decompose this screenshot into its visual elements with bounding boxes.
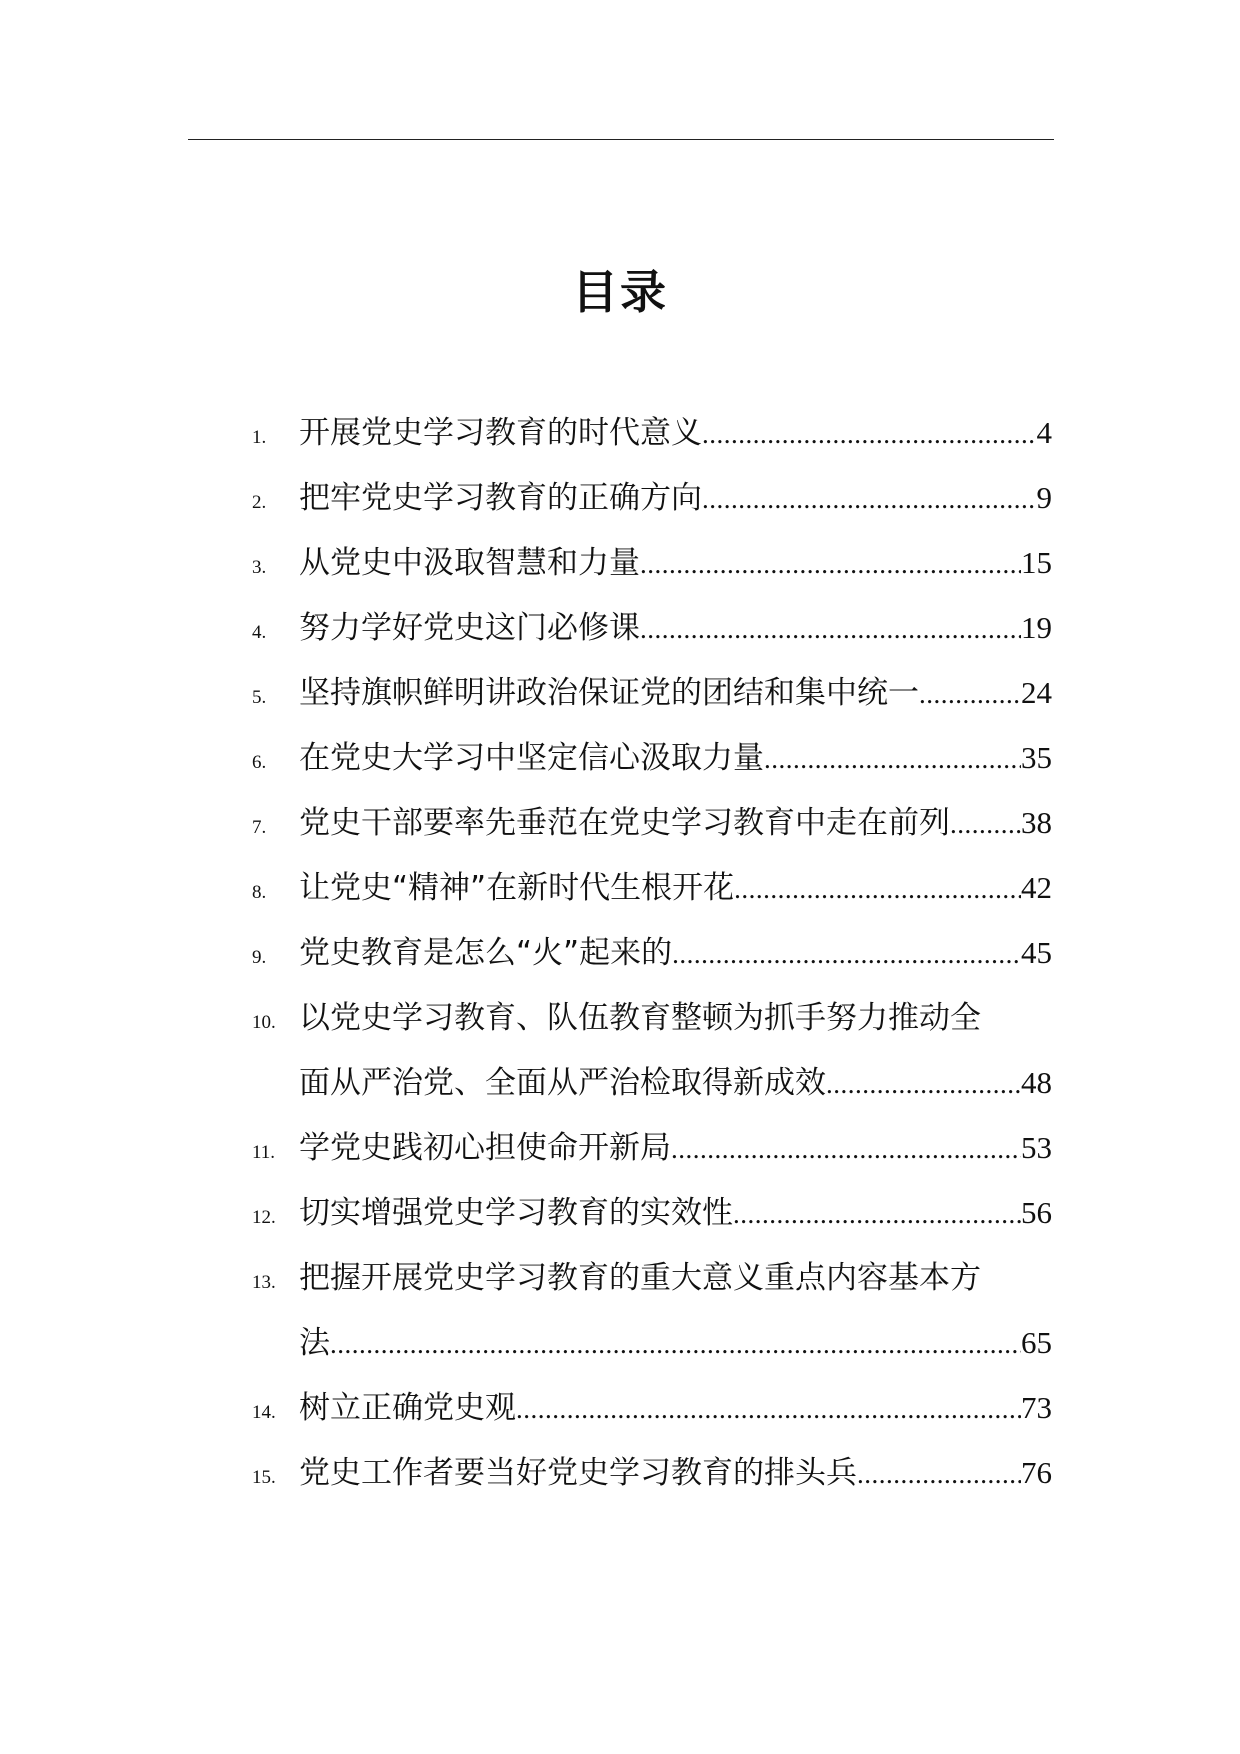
toc-leader-dots bbox=[702, 409, 1037, 459]
toc-entry-number: 13. bbox=[252, 1272, 276, 1293]
toc-entry-title: 党史工作者要当好党史学习教育的排头兵 bbox=[299, 1455, 857, 1491]
toc-entry-title: 从党史中汲取智慧和力量 bbox=[299, 545, 640, 581]
toc-entry-number: 5. bbox=[252, 687, 267, 708]
toc-entry-title: 党史干部要率先垂范在党史学习教育中走在前列 bbox=[299, 805, 950, 841]
toc-entry-title-continued: 面从严治党、全面从严治检取得新成效 bbox=[299, 1065, 826, 1101]
toc-leader-dots bbox=[516, 1384, 1021, 1434]
toc-entry-8[interactable] bbox=[252, 863, 1052, 928]
toc-entry-number: 14. bbox=[252, 1402, 276, 1423]
toc-entry-page: 45 bbox=[1021, 935, 1052, 970]
toc-entry-2[interactable] bbox=[252, 473, 1052, 538]
toc-leader-dots bbox=[950, 799, 1021, 849]
header-rule bbox=[188, 139, 1054, 140]
toc-entry-title: 把牢党史学习教育的正确方向 bbox=[299, 480, 702, 516]
toc-entry-number: 2. bbox=[252, 492, 267, 513]
toc-entry-number: 6. bbox=[252, 752, 267, 773]
toc-entry-title: 党史教育是怎么“火”起来的 bbox=[299, 935, 673, 971]
toc-entry-title: 在党史大学习中坚定信心汲取力量 bbox=[299, 740, 764, 776]
toc-leader-dots bbox=[919, 669, 1021, 719]
toc-leader-dots bbox=[330, 1319, 1021, 1369]
toc-entry-title: 坚持旗帜鲜明讲政治保证党的团结和集中统一 bbox=[299, 675, 919, 711]
toc-entry-5[interactable] bbox=[252, 668, 1052, 733]
toc-entry-number: 8. bbox=[252, 882, 267, 903]
toc-entry-number: 1. bbox=[252, 427, 267, 448]
toc-leader-dots bbox=[733, 1189, 1021, 1239]
toc-entry-title: 把握开展党史学习教育的重大意义重点内容基本方 bbox=[299, 1260, 981, 1296]
toc-entry-page: 53 bbox=[1021, 1130, 1052, 1165]
toc-entry-14[interactable] bbox=[252, 1383, 1052, 1448]
toc-entry-11[interactable] bbox=[252, 1123, 1052, 1188]
toc-leader-dots bbox=[640, 604, 1021, 654]
toc-entry-title: 让党史“精神”在新时代生根开花 bbox=[299, 870, 735, 906]
toc-leader-dots bbox=[734, 864, 1021, 914]
toc-entry-page: 48 bbox=[1021, 1065, 1052, 1100]
toc-entry-10[interactable] bbox=[252, 993, 1052, 1123]
toc-entry-page: 9 bbox=[1036, 480, 1052, 515]
toc-entry-15[interactable] bbox=[252, 1448, 1052, 1513]
toc-entry-6[interactable] bbox=[252, 733, 1052, 798]
toc-entry-number: 12. bbox=[252, 1207, 276, 1228]
toc-entry-page: 65 bbox=[1021, 1325, 1052, 1360]
toc-leader-dots bbox=[702, 474, 1037, 524]
toc-entry-title: 树立正确党史观 bbox=[299, 1390, 516, 1426]
toc-entry-number: 15. bbox=[252, 1467, 276, 1488]
toc-entry-page: 76 bbox=[1021, 1455, 1052, 1490]
toc-entry-3[interactable] bbox=[252, 538, 1052, 603]
toc-entry-7[interactable] bbox=[252, 798, 1052, 863]
toc-entry-title-continued: 法 bbox=[299, 1325, 330, 1361]
toc-entry-title: 以党史学习教育、队伍教育整顿为抓手努力推动全 bbox=[299, 1000, 981, 1036]
toc-entry-12[interactable] bbox=[252, 1188, 1052, 1253]
toc-entry-page: 56 bbox=[1021, 1195, 1052, 1230]
toc-entry-title: 切实增强党史学习教育的实效性 bbox=[299, 1195, 733, 1231]
toc-entry-number: 11. bbox=[252, 1142, 276, 1163]
toc-leader-dots bbox=[671, 1124, 1021, 1174]
toc-list bbox=[252, 408, 1052, 1513]
toc-entry-title: 努力学好党史这门必修课 bbox=[299, 610, 640, 646]
toc-entry-1[interactable] bbox=[252, 408, 1052, 473]
toc-entry-number: 9. bbox=[252, 947, 267, 968]
toc-entry-page: 35 bbox=[1021, 740, 1052, 775]
toc-entry-page: 15 bbox=[1021, 545, 1052, 580]
toc-entry-4[interactable] bbox=[252, 603, 1052, 668]
toc-entry-page: 42 bbox=[1021, 870, 1052, 905]
toc-entry-number: 10. bbox=[252, 1012, 276, 1033]
toc-entry-page: 24 bbox=[1021, 675, 1052, 710]
toc-entry-13[interactable] bbox=[252, 1253, 1052, 1383]
toc-entry-page: 4 bbox=[1036, 415, 1052, 450]
toc-leader-dots bbox=[764, 734, 1021, 784]
toc-leader-dots bbox=[672, 929, 1021, 979]
toc-entry-number: 4. bbox=[252, 622, 267, 643]
toc-entry-9[interactable] bbox=[252, 928, 1052, 993]
toc-entry-number: 7. bbox=[252, 817, 267, 838]
toc-entry-page: 73 bbox=[1021, 1390, 1052, 1425]
toc-leader-dots bbox=[857, 1449, 1021, 1499]
toc-entry-number: 3. bbox=[252, 557, 267, 578]
toc-entry-page: 38 bbox=[1021, 805, 1052, 840]
toc-entry-title: 开展党史学习教育的时代意义 bbox=[299, 415, 702, 451]
toc-leader-dots bbox=[640, 539, 1021, 589]
toc-title: 目录 bbox=[572, 265, 668, 319]
toc-entry-page: 19 bbox=[1021, 610, 1052, 645]
toc-entry-title: 学党史践初心担使命开新局 bbox=[299, 1130, 671, 1166]
toc-leader-dots bbox=[826, 1059, 1021, 1109]
